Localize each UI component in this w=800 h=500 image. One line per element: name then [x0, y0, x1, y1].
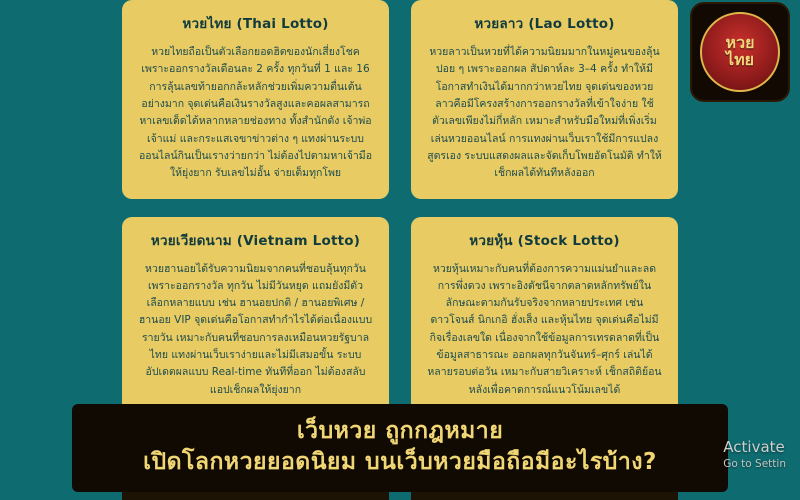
card-body: หวยลาวเป็นหวยที่ได้ความนิยมมากในหมู่คนของลุ้นปอย ๆ เพราะออกผล สัปดาห์ละ 3–4 ครั้ง ทำให้มีโอกาสทำเงินได้มากกว่าหวยไทย จุดเด่นของหวยลาวคือมีโครงสร้างการออกรางวัลที่เข้าใจง่าย ใช้ตัวเลขเพียงไม่กี่หลัก เหมาะสำหรับมือใหม่ที่เพิ่งเริ่มเล่นหวยออนไลน์ การแทงผ่านเว็บเราใช้มีการแปลงสูตรเอง ระบบแสดงผลและจัดเก็บโพยอัตโนมัติ ทำให้เช็กผลได้ทันทีหลังออก	[427, 46, 662, 180]
headline-banner	[72, 404, 728, 492]
lottery-logo-icon	[700, 12, 780, 92]
card-title: หวยลาว (Lao Lotto)	[474, 16, 615, 32]
card-title: หวยไทย (Thai Lotto)	[182, 16, 329, 32]
card-body: หวยฮานอยได้รับความนิยมจากคนที่ชอบลุ้นทุกวัน เพราะออกรางวัล ทุกวัน ไม่มีวันหยุด แถมยังมีตัวเลือกหลายแบบ เช่น ฮานอยปกติ / ฮานอยพิเศษ / ฮานอย VIP จุดเด่นคือโอกาสทำกำไรได้ต่อเนื่องแบบรายวัน เหมาะกับคนที่ชอบการลงเหมือนหวยรัฐบาลไทย แทงผ่านเว็บเราง่ายและไม่มีเสมอขั้น ระบบอัปเดตผลแบบ Real-time ทันทีที่ออก ไม่ต้องสลับแอปเช็กผลให้ยุ่งยาก	[138, 262, 373, 396]
card-title: หวยหุ้น (Stock Lotto)	[469, 232, 620, 249]
lottery-card-lao	[411, 0, 678, 199]
logo-text-line2: ไทย	[726, 50, 754, 69]
activation-subtitle: Go to Settin	[723, 458, 786, 471]
brand-logo-badge[interactable]	[690, 2, 790, 102]
card-body: หวยไทยถือเป็นตัวเลือกยอดฮิตของนักเสี่ยงโชค เพราะออกรางวัลเดือนละ 2 ครั้ง ทุกวันที่ 1 และ 16 การลุ้นเลขท้ายอกกล้ะหลักช่วยเพิ่มความตื่นเต้นอย่างมาก จุดเด่นคือเงินรางวัลสูงและคอผลสามารถหาเลขเด็ดได้หลากหลายช่องทาง ทั้งสำนักดัง เจ้าพ่อเจ้าแม่ และกระแสเจขาข่าวต่าง ๆ แทงผ่านระบบออนไลน์กินเป็นเรางว่ายกว่า ไม่ต้องไปตามหาเจ้ามือให้ยุ่งยาก รับเลขไม่อั้น จ่ายเต็มทุกโพย	[138, 46, 373, 180]
logo-text-line1: หวย	[725, 33, 755, 53]
lottery-card-stock	[411, 217, 678, 416]
headline-line-2: เปิดโลกหวยยอดนิยม บนเว็บหวยมือถือมีอะไรบ้าง?	[143, 448, 657, 475]
card-body: หวยหุ้นเหมาะกับคนที่ต้องการความแม่นยำและลดการพึ่งดวง เพราะอิงดัชนีจากตลาดหลักทรัพย์ในลักษณะตามกันรับจริงจากหลายประเทศ เช่น ดาวโจนส์ นิกเกอิ ฮั่งเส็ง และหุ้นไทย จุดเด่นคือไม่มีกิจเรื่องเลขใด เนื่องจากใช้ข้อมูลการเทรดลาดที่เป็นข้อมูลสาธารณะ ออกผลทุกวันจันทร์–ศุกร์ เล่นได้หลายรอบต่อวัน เหมาะกับสายวิเคราะห์ เช็กสถิติย้อนหลังเพื่อคาดการณ์แนวโน้มเลขได้	[427, 262, 662, 396]
lottery-card-thai	[122, 0, 389, 199]
card-title: หวยเวียดนาม (Vietnam Lotto)	[150, 232, 361, 249]
headline-line-1: เว็บหวย ถูกกฎหมาย	[296, 417, 504, 444]
activation-title: Activate	[723, 438, 785, 457]
lottery-card-vietnam	[122, 217, 389, 416]
